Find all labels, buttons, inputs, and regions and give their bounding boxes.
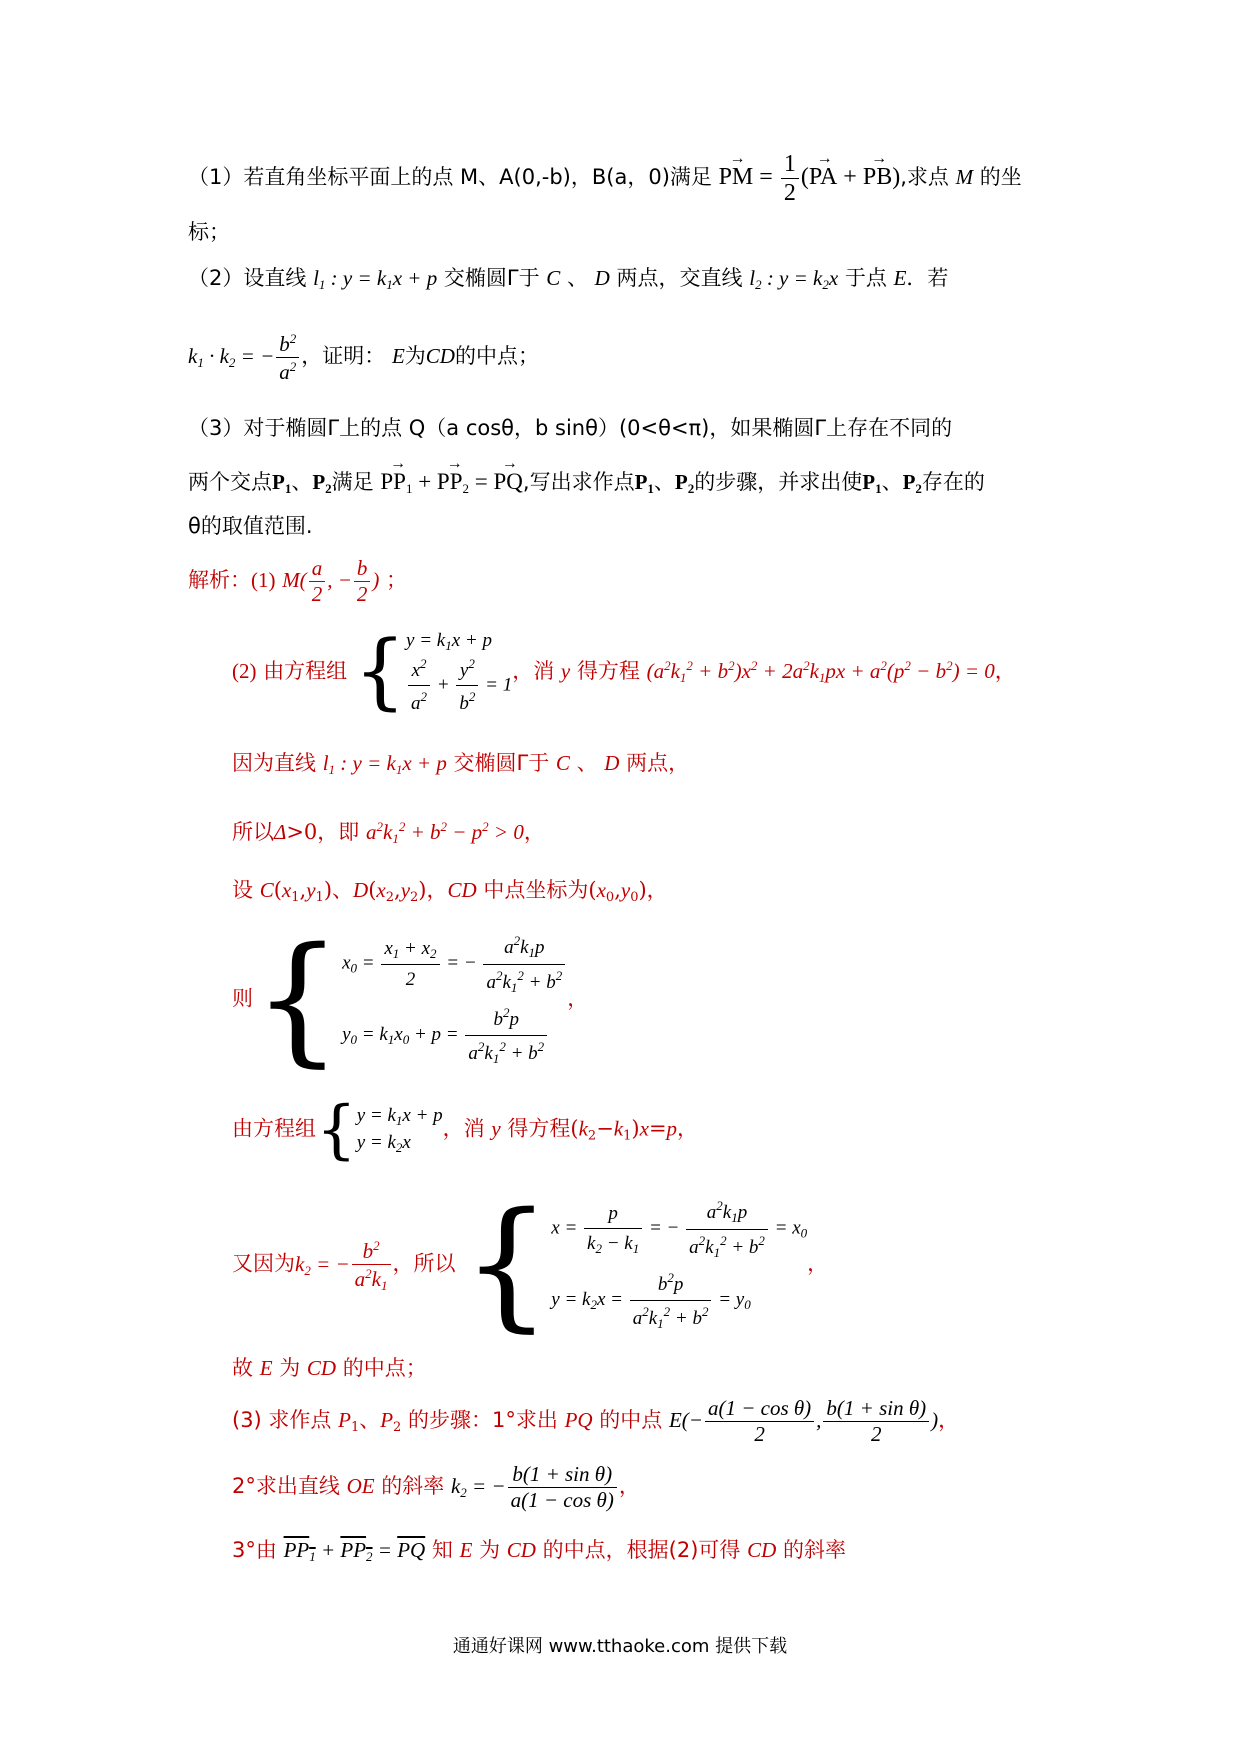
- solution-part-2-system: (2) 由方程组 { $y = k_1x + p$ $\frac{x^2}{a^2}$ + $\frac{y^2}{b^2}$ = 1 ，消 y 得方程 $(a^2k_1^2 + b^2)x^2 + 2a^2k_1px + a^2(p^2 - b^2) = 0$，: [232, 624, 1016, 720]
- problem-2-condition: $k_1 \cdot k_2$ = − $\frac{b^2}{a^2}$ ，证明： E为CD的中点；: [188, 331, 539, 384]
- problem-3-line: （3）对于椭圆Γ上的点 Q（a cosθ，b sinθ）(0<θ<π)，如果椭圆Γ上存在不同的: [188, 416, 953, 440]
- solution-line-8: 又因为$k_2$ = − $\frac{b^2}{a^2k_1}$ ，所以 { x = $\frac{p}{k_2 - k_1}$ = − $\frac{a^2k_1p}{a^2k_1^2 + b^2}$ = $x_0$ $y = k_2x$ = $\frac{b^2p}{a^2k_1^2 + b^2}$ = $y_0$ ，: [232, 1183, 829, 1346]
- solution-line-9: 故 E 为 CD 的中点；: [232, 1356, 427, 1380]
- problem-1-continuation: 标；: [188, 220, 230, 244]
- solution-line-10: (3) 求作点 $P_1$、$P_2$ 的步骤：1°求出 PQ 的中点 E(− $\frac{\text{a(1 − cos θ)}}{2}$ , $\frac{\text{b(1 + sin θ)}}{2}$ )，: [232, 1396, 960, 1446]
- page-footer: 通通好课网 www.tthaoke.com 提供下载: [452, 1636, 788, 1657]
- problem-1-text: 若直角坐标平面上的点 M、A(0,-b)，B(a，0)满足: [243, 165, 712, 190]
- solution-part-1: 解析：(1) M( $\frac{a}{2}$ , − $\frac{b}{2}$ ) ；: [188, 556, 408, 606]
- solution-line-7: 由方程组{ $y = k_1x + p$ $y = k_2x$ ，消 y 得方程$(k_2-k_1)x=p$，: [232, 1093, 699, 1167]
- problem-1-line: （1）若直角坐标平面上的点 M、A(0,-b)，B(a，0)满足 → PM = $\frac{1}{2}$ (→ PA + → PB),求点 M 的坐: [188, 152, 1022, 205]
- problem-1-label: （1）: [188, 165, 244, 190]
- problem-2-line: （2）设直线 $l_1$ : $y = k_1x + p$ 交椭圆Γ于 C 、 D 两点，交直线 $l_2$ : $y = k_2x$ 于点 E．若: [188, 266, 949, 292]
- solution-line-4: 所以Δ>0，即 $a^2k_1^2 + b^2 - p^2 > 0$，: [232, 819, 545, 846]
- problem-3-continuation: θ的取值范围.: [188, 514, 313, 538]
- problem-3-line-2: 两个交点$P_1$、$P_2$满足 → $PP_1$ + → $PP_2$ = → PQ,写出求作点$P_1$、$P_2$的步骤，并求出使$P_1$、$P_2$存在的: [188, 470, 985, 495]
- solution-line-3: 因为直线 $l_1$ : $y = k_1x + p$ 交椭圆Γ于 C 、 D 两点，: [232, 751, 690, 777]
- solution-line-6: 则{ $x_0$ = $\frac{x_1 + x_2}{2}$ = − $\frac{a^2k_1p}{a^2k_1^2 + b^2}$ $y_0 = k_1x_0 + p$ = $\frac{b^2p}{a^2k_1^2 + b^2}$ ，: [232, 918, 589, 1081]
- solution-line-11: 2°求出直线 OE 的斜率 $k_2$ = − $\frac{\text{b(1 + sin θ)}}{\text{a(1 − cos θ)}}$ ，: [232, 1462, 640, 1512]
- vector-equation: → PM = $\frac{1}{2}$ (→ PA + → PB): [719, 164, 901, 190]
- solution-line-12: 3°由 $PP_1 + PP_2 = \overline{PQ}$ 知 E 为 CD 的中点，根据(2)可得 CD 的斜率: [232, 1538, 846, 1564]
- solution-line-5: 设 $C(x_1,y_1)$、$D(x_2,y_2)$，CD 中点坐标为$(x_0,y_0)$，: [232, 878, 668, 905]
